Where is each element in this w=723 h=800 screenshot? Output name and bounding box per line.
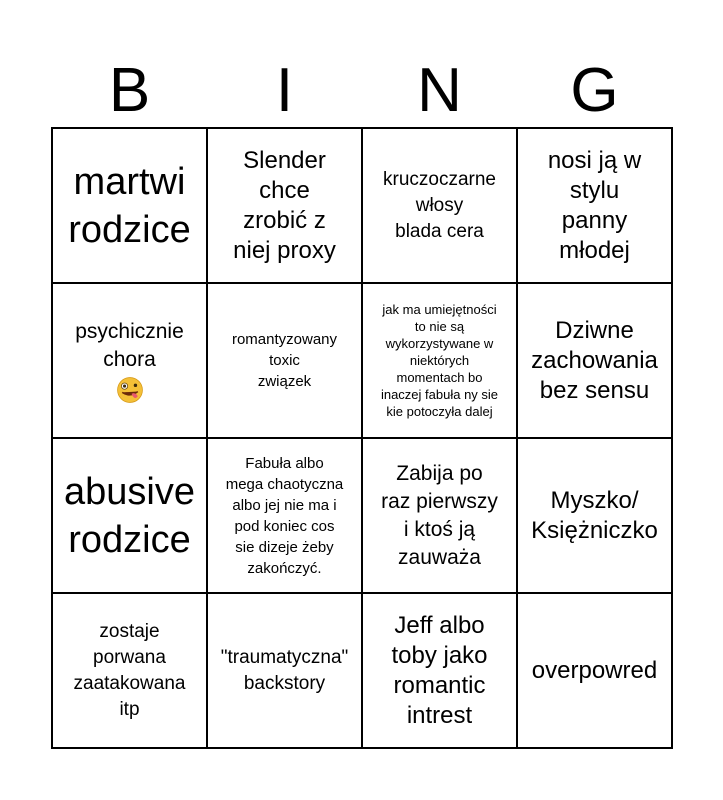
cell-line: rodzice: [68, 518, 191, 561]
bingo-cell[interactable]: [363, 439, 518, 594]
cell-line: zauważa: [398, 545, 481, 569]
cell-line: blada cera: [395, 220, 484, 242]
cell-line: porwana: [93, 646, 166, 668]
cell-line: niej proxy: [233, 236, 336, 264]
cell-line: Fabuła albo: [245, 454, 324, 472]
bingo-cell[interactable]: [208, 129, 363, 284]
cell-line: i ktoś ją: [403, 517, 476, 541]
cell-line: nosi ją w: [547, 146, 642, 174]
bingo-cell[interactable]: [53, 439, 208, 594]
cell-line: romantyzowany: [231, 331, 338, 348]
cell-line: "traumatyczna": [220, 646, 349, 668]
cell-line: intrest: [406, 701, 473, 729]
bingo-cell[interactable]: [363, 284, 518, 439]
bingo-cell[interactable]: [53, 284, 208, 439]
bingo-cell[interactable]: [53, 129, 208, 284]
cell-line: mega chaotyczna: [225, 475, 344, 493]
cell-line: niektórych: [409, 353, 470, 368]
cell-line: sie dizeje żeby: [235, 538, 334, 556]
zany-face-emoji-icon: [116, 376, 144, 404]
bingo-grid: [51, 127, 673, 749]
bingo-title: [52, 55, 672, 127]
cell-line: psychicznie: [75, 319, 184, 343]
cell-line: włosy: [415, 194, 464, 216]
cell-line: Jeff albo: [394, 611, 485, 639]
cell-line: itp: [119, 698, 140, 720]
bingo-cell[interactable]: [208, 594, 363, 749]
bingo-cell[interactable]: [363, 129, 518, 284]
cell-line: romantic: [393, 671, 486, 699]
title-letter-i: I: [275, 56, 294, 125]
cell-line: zakończyć.: [247, 559, 322, 577]
cell-line: jak ma umiejętności: [382, 302, 497, 317]
cell-line: stylu: [569, 176, 620, 204]
cell-line: inaczej fabuła ny sie: [380, 387, 499, 402]
cell-line: zostaje: [99, 620, 160, 642]
cell-line: Slender: [243, 146, 326, 174]
cell-line: związek: [257, 373, 312, 390]
cell-line: rodzice: [68, 208, 191, 251]
cell-line: zachowania: [531, 346, 658, 374]
cell-line: Księżniczko: [531, 516, 658, 544]
bingo-cell[interactable]: [518, 594, 673, 749]
cell-line: momentach bo: [396, 370, 483, 385]
cell-line: to nie są: [414, 319, 465, 334]
title-letter-n: N: [417, 56, 462, 125]
cell-line: backstory: [243, 672, 326, 694]
cell-line: toby jako: [391, 641, 488, 669]
cell-line: kie potoczyła dalej: [386, 404, 493, 419]
bingo-cell[interactable]: [518, 284, 673, 439]
bingo-cell[interactable]: [53, 594, 208, 749]
cell-line: wykorzystywane w: [385, 336, 494, 351]
cell-line: Dziwne: [555, 316, 634, 344]
cell-line: raz pierwszy: [381, 489, 498, 513]
cell-line: toxic: [269, 352, 300, 369]
cell-line: abusive: [64, 470, 195, 513]
title-letter-b: B: [108, 56, 151, 125]
cell-line: Zabija po: [396, 461, 483, 485]
cell-line: Myszko/: [550, 486, 639, 514]
cell-line: chce: [259, 176, 310, 204]
cell-line: kruczoczarne: [383, 168, 496, 190]
cell-line: overpowred: [531, 656, 658, 684]
cell-line: zrobić z: [243, 206, 326, 234]
bingo-cell[interactable]: [208, 284, 363, 439]
bingo-cell[interactable]: [518, 129, 673, 284]
bingo-cell[interactable]: [208, 439, 363, 594]
bingo-cell[interactable]: [363, 594, 518, 749]
cell-line: panny: [561, 206, 628, 234]
cell-line: zaatakowana: [73, 672, 186, 694]
cell-line: pod koniec cos: [234, 517, 335, 535]
cell-line: martwi: [73, 160, 186, 203]
title-letter-g: G: [570, 56, 619, 125]
bingo-cell[interactable]: [518, 439, 673, 594]
cell-line: chora: [103, 347, 156, 371]
cell-line: albo jej nie ma i: [232, 496, 337, 514]
cell-line: młodej: [559, 236, 630, 264]
cell-line: bez sensu: [539, 376, 650, 404]
